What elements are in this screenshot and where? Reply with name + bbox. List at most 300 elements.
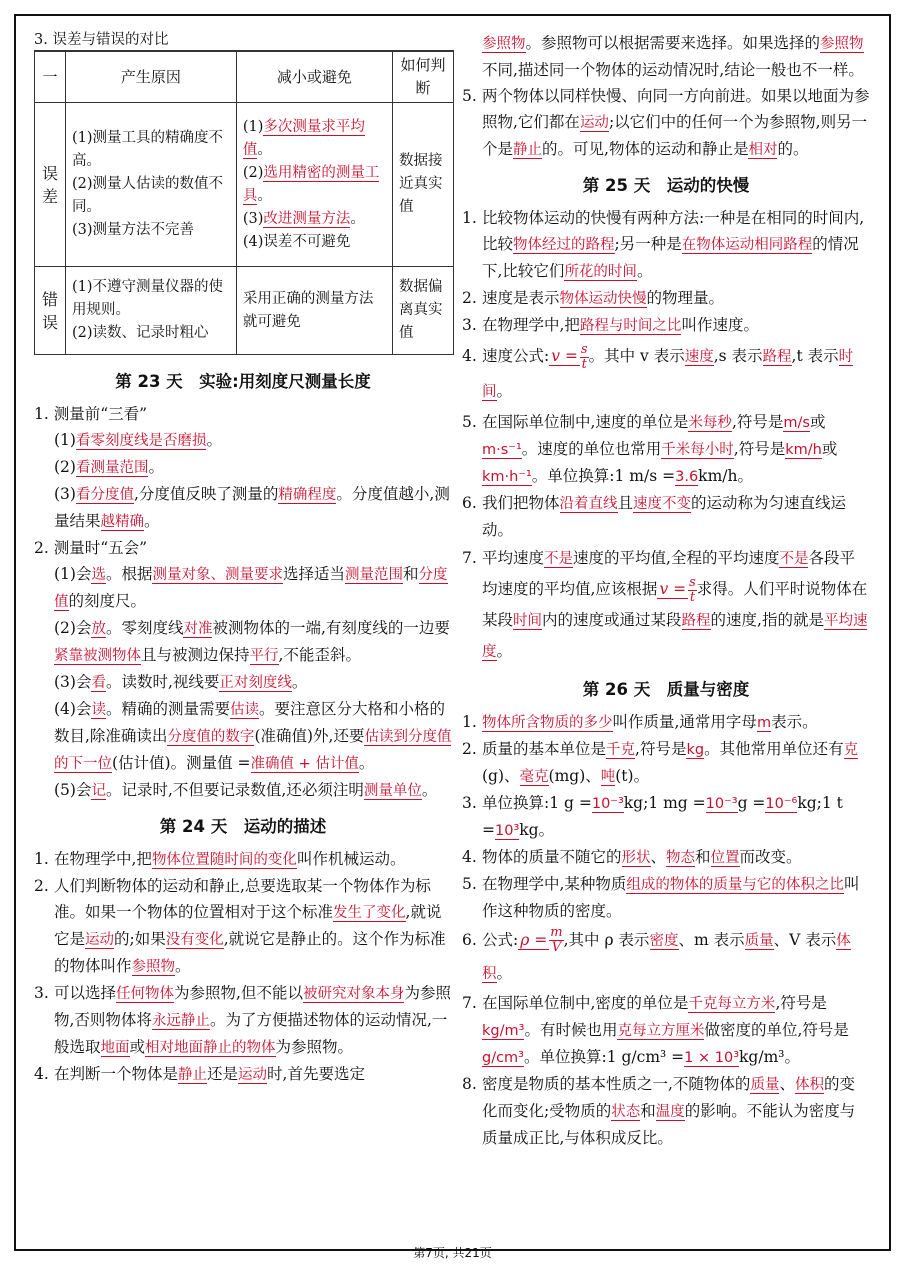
answer: g/cm³	[482, 1049, 524, 1066]
text: ,t 表示	[791, 347, 839, 365]
answer: 准确值 + 估计值	[250, 756, 359, 772]
text: 或	[821, 440, 838, 458]
text: 质量的基本单位是	[482, 739, 607, 758]
answer: 体积	[482, 932, 851, 982]
answer: 时间	[513, 612, 543, 629]
item-number: 2.	[462, 289, 477, 307]
text: 在物理学中,把	[54, 850, 152, 868]
day26-item-4	[462, 844, 870, 871]
text: 速度是表示	[482, 289, 560, 307]
answer: 体积	[794, 1076, 824, 1093]
text: ,符号是	[635, 739, 687, 758]
item-number: 1.	[34, 850, 49, 868]
answer: 分度值	[54, 567, 448, 610]
day24-item-4-start	[34, 1061, 452, 1088]
day24-item-5	[462, 83, 870, 163]
answer: 路程	[681, 612, 711, 629]
text: 在国际单位制中,速度的单位是	[482, 413, 689, 431]
text: ,符号是	[731, 413, 784, 431]
answer: 所花的时间	[564, 264, 637, 280]
answer: 质量	[744, 932, 774, 949]
answer: 千克每立方米	[688, 995, 776, 1012]
day24-item-4-cont	[462, 30, 870, 83]
text: 密度是物质的基本性质之一,不随物体的	[482, 1074, 751, 1093]
text: 、	[779, 1074, 795, 1093]
answer: 运动	[579, 115, 609, 131]
text: 我们把物体	[482, 494, 560, 512]
text: ,分度值反映了测量的	[133, 485, 279, 503]
text: 。读数时,视线要	[105, 673, 220, 691]
day24-item-1	[34, 846, 452, 873]
mistake-causes	[66, 267, 237, 355]
answer: 对准	[183, 621, 213, 637]
answer: m·s⁻¹	[482, 442, 522, 458]
day23-s1-label: 1. 测量前“三看”	[34, 405, 148, 423]
text: 的影响。不能认为密度与质量成正比,与体积成反比。	[482, 1101, 856, 1147]
text: 叫作机械运动。	[296, 850, 406, 868]
text: 或	[809, 413, 826, 431]
item-number: 3.	[462, 316, 477, 334]
answer: 物体运动快慢	[559, 291, 647, 307]
text: ;以它们中的任何一个为参照物,则另一个是	[482, 113, 868, 158]
row-label-error: 误差	[35, 103, 66, 267]
answer: 放	[91, 621, 106, 637]
text: 在物理学中,某种物质	[482, 874, 627, 893]
day25-item-4	[462, 339, 870, 409]
day25-item-5	[462, 409, 870, 490]
answer: 物态	[666, 849, 696, 866]
text: 公式:	[482, 930, 519, 949]
day23-s1-a	[34, 427, 452, 454]
answer: 平行	[249, 648, 279, 664]
text: 、	[650, 847, 667, 866]
row-label-mistake: 错误	[35, 267, 66, 355]
text: 。为了方便描述物体的运动情况,一般选取	[54, 1011, 448, 1056]
answer: 静止	[178, 1067, 208, 1083]
item-number: 5.	[462, 413, 477, 431]
answer: 形状	[621, 849, 651, 866]
text: 两个物体以同样快慢、向同一方向前进。如果以地面为参照物,它们都在	[482, 87, 870, 131]
speed-fraction	[580, 343, 589, 372]
page-footer: 第7页, 共21页	[413, 1246, 492, 1260]
text: 的速度,指的就是	[710, 610, 824, 629]
text: 和	[403, 565, 419, 583]
text: 。单位换算:1 g/cm³ =	[524, 1047, 685, 1066]
text: 速度的平均值,全程的平均速度	[573, 549, 780, 567]
answer: 物体经过的路程	[513, 237, 615, 253]
formula-lhs: v =	[551, 347, 578, 365]
text: kg;1 mg =	[623, 793, 706, 812]
text: kg。	[519, 820, 555, 839]
answer: 任何物体	[116, 986, 175, 1002]
table-caption: 3. 误差与错误的对比	[34, 32, 169, 48]
error-reduce-3	[243, 208, 386, 231]
text: 做密度的单位,符号是	[704, 1020, 849, 1039]
answer: 运动	[238, 1067, 268, 1083]
answer: 参照物	[820, 36, 864, 52]
answer: 被研究对象本身	[302, 986, 405, 1002]
item-number: 4.	[34, 1065, 49, 1083]
answer: 10⁻³	[705, 795, 738, 812]
text: 平均速度	[482, 549, 545, 567]
text: 。	[496, 963, 513, 982]
text: 表示。	[771, 712, 818, 731]
text: 物体的质量不随它的	[482, 847, 622, 866]
day23-s2-e	[34, 777, 452, 804]
error-cause-2: (2)测量人估读的数值不同。	[72, 176, 224, 215]
right-column	[462, 30, 870, 1151]
text: 。有时候也用	[524, 1020, 618, 1039]
mistake-reduce: 采用正确的测量方法就可避免	[236, 267, 392, 355]
numerator: m	[550, 925, 563, 940]
day23-s2-c	[34, 669, 452, 696]
answer: 克	[843, 741, 859, 758]
error-reduce-2	[243, 162, 386, 208]
answer: 10³	[495, 822, 520, 839]
day26-item-6	[462, 924, 870, 990]
text: 。	[257, 141, 272, 158]
denominator: t	[689, 589, 696, 605]
day25-item-1	[462, 205, 870, 285]
text: (1)	[242, 118, 264, 135]
text: ,其中 ρ 表示	[563, 930, 650, 949]
text: 。	[636, 262, 653, 280]
item-number: 2.	[462, 739, 477, 758]
text: 的变化而变化;受物质的	[482, 1074, 855, 1120]
text: 比较物体运动的快慢有两种方法:一种是在相同的时间内,比较	[482, 209, 865, 253]
answer: 估读到分度值的下一位	[54, 729, 452, 772]
text: (3)	[242, 210, 264, 227]
text: ,符号是	[733, 440, 786, 458]
formula-lhs: v =	[659, 580, 687, 598]
error-comparison-table	[34, 50, 454, 355]
answer: 千米每小时	[661, 442, 734, 458]
answer: 看零刻度线是否磨损	[75, 433, 207, 449]
text: 被测物体的一端,有刻度线的一边要	[212, 619, 450, 637]
answer: 千克	[606, 741, 636, 758]
answer: 多次测量求平均值	[242, 118, 365, 158]
text: 而改变。	[739, 847, 802, 866]
text: 。分度值越小,测量结果	[54, 485, 450, 530]
answer: 平均速度	[482, 612, 868, 660]
text: 。	[206, 431, 222, 449]
density-fraction	[549, 926, 563, 955]
text: 。	[257, 187, 272, 204]
item-number: 1.	[462, 209, 477, 227]
day25-item-3	[462, 312, 870, 339]
error-cause-1: (1)测量工具的精确度不高。	[72, 130, 224, 169]
day23-s1-b	[34, 454, 452, 481]
error-causes	[66, 103, 237, 267]
day24-title: 第 24 天 运动的描述	[159, 817, 327, 836]
answer: 密度	[649, 932, 679, 949]
table-header-corner: 一	[35, 51, 66, 103]
mistake-cause-2: (2)读数、记录时粗心	[72, 325, 209, 341]
text: 。参照物可以根据需要来选择。如果选择的	[525, 34, 821, 52]
answer: 相对地面静止的物体	[145, 1040, 276, 1056]
text: 。其他常用单位还有	[704, 739, 844, 758]
day25-title: 第 25 天 运动的快慢	[582, 176, 750, 195]
text: 且	[617, 494, 634, 512]
text: km/h。	[698, 467, 753, 485]
answer: 选	[91, 567, 106, 583]
text: 。	[175, 957, 191, 975]
denominator: t	[581, 356, 587, 372]
mistake-judge: 数据偏离真实值	[393, 267, 454, 355]
answer: 时间	[482, 349, 854, 400]
item-number: 5.	[462, 87, 477, 105]
answer: 运动	[85, 932, 115, 948]
text: 。单位换算:1 m/s =	[531, 467, 676, 485]
text: (准确值)外,还要	[254, 727, 365, 745]
text: 不同,描述同一个物体的运动情况时,结论一般也不一样。	[482, 61, 864, 79]
text: 。	[144, 512, 160, 530]
text: (5)会	[54, 781, 92, 799]
answer: 沿着直线	[559, 496, 618, 512]
text: 叫作这种物质的密度。	[482, 874, 860, 920]
text: (2)	[242, 164, 264, 181]
answer: 10⁻⁶	[765, 795, 798, 812]
text: 人们判断物体的运动和静止,总要选取某一个物体作为标准。如果一个物体的位置相对于这个标准	[54, 877, 431, 921]
answer: 改进测量方法	[263, 210, 351, 227]
text: 单位换算:1 g =	[482, 793, 592, 812]
text: 。零刻度线	[105, 619, 184, 637]
text: (mg)、	[548, 766, 601, 785]
text: 。精确的测量需要	[105, 700, 230, 718]
text: 的;如果	[114, 930, 166, 948]
day26-item-7	[462, 990, 870, 1071]
error-reduce	[236, 103, 392, 267]
text: 为参照物。	[275, 1038, 354, 1056]
text: (g)、	[482, 766, 520, 785]
text: 且与被测边保持	[141, 646, 250, 664]
answer: 物体所含物质的多少	[482, 714, 613, 731]
answer: 温度	[655, 1103, 685, 1120]
text: g =	[737, 793, 766, 812]
text: (4)会	[54, 700, 92, 718]
text: (2)会	[54, 619, 92, 637]
text: 为参照物,但不能以	[174, 984, 303, 1002]
text: 。速度的单位也常用	[521, 440, 662, 458]
mistake-cause-1: (1)不遵守测量仪器的使用规则。	[72, 279, 224, 318]
answer: 永远静止	[151, 1013, 210, 1029]
answer: 测量对象、测量要求	[152, 567, 283, 583]
text: 。	[350, 210, 365, 227]
answer: 吨	[600, 768, 616, 785]
text: 时,首先要选定	[267, 1065, 365, 1083]
answer: 没有变化	[165, 932, 224, 948]
text: 。	[291, 673, 308, 691]
day23-s1-c	[34, 481, 452, 535]
answer: m/s	[783, 415, 810, 431]
speed-fraction	[688, 576, 697, 605]
left-column	[34, 30, 452, 1088]
text: 在物理学中,把	[482, 316, 580, 334]
answer: 质量	[750, 1076, 780, 1093]
answer: 静止	[513, 142, 543, 158]
item-number: 3.	[34, 984, 49, 1002]
answer: 不是	[779, 551, 809, 567]
table-header-cause: 产生原因	[66, 51, 237, 103]
answer: 分度值的数字	[167, 729, 255, 745]
denominator: V	[551, 940, 562, 955]
item-number: 6.	[462, 930, 477, 949]
day26-item-3	[462, 790, 870, 844]
answer: m	[756, 714, 772, 731]
day26-item-1	[462, 709, 870, 736]
text: 的运动称为匀速直线运动。	[482, 494, 847, 539]
answer: 读	[91, 702, 106, 718]
text: 。	[358, 754, 375, 772]
answer: 速度	[684, 349, 714, 365]
answer: 克每立方厘米	[617, 1022, 705, 1039]
answer: 发生了变化	[333, 905, 406, 921]
text: 。根据	[105, 565, 153, 583]
text: (1)	[54, 431, 76, 449]
answer: 组成的物体的质量与它的体积之比	[626, 876, 844, 893]
answer: 紧靠被测物体	[54, 648, 141, 664]
answer: km/h	[785, 442, 822, 458]
text: 。	[148, 458, 164, 476]
text: 、V 表示	[773, 930, 837, 949]
answer: 路程	[762, 349, 792, 365]
answer: 参照物	[482, 36, 526, 52]
answer: 1 × 10³	[684, 1049, 740, 1066]
text: 、m 表示	[678, 930, 745, 949]
text: (1)会	[54, 565, 92, 583]
item-number: 6.	[462, 494, 477, 512]
answer: 物体位置随时间的变化	[151, 852, 297, 868]
answer: 地面	[100, 1040, 130, 1056]
text: 的。可见,物体的运动和静止是	[542, 140, 749, 158]
text: 为参照物,否则物体将	[54, 984, 451, 1029]
text: 。要注意区分大格和小格的数目,除准确读出	[54, 700, 445, 745]
answer: 路程与时间之比	[579, 318, 682, 334]
text: 在判断一个物体是	[54, 1065, 179, 1083]
text: 叫作速度。	[681, 316, 759, 334]
day24-item-3	[34, 980, 452, 1061]
day23-s2-d	[34, 696, 452, 777]
text: 求得。人们平时说物体在某段	[482, 580, 868, 629]
day25-item-2	[462, 285, 870, 312]
text: ,就说它是	[54, 903, 442, 948]
text: 。	[496, 382, 513, 400]
answer: 选用精密的测量工具	[242, 164, 380, 204]
day26-item-8	[462, 1071, 870, 1151]
text: kg;1 t =	[482, 793, 843, 839]
day26-title: 第 26 天 质量与密度	[582, 679, 750, 699]
error-judge: 数据接近真实值	[393, 103, 454, 267]
text: (3)	[54, 485, 76, 503]
table-header-reduce: 减小或避免	[236, 51, 392, 103]
numerator: s	[689, 574, 696, 590]
day23-s2-label: 2. 测量时“五会”	[34, 539, 148, 557]
text: ,s 表示	[713, 347, 763, 365]
item-number: 3.	[462, 793, 477, 812]
table-header-judge: 如何判断	[393, 51, 454, 103]
day23-s2-b	[34, 615, 452, 669]
text: ,不能歪斜。	[278, 646, 361, 664]
answer: 状态	[611, 1103, 641, 1120]
answer: kg	[686, 741, 705, 758]
day26-item-2	[462, 736, 870, 790]
item-number: 2.	[34, 877, 49, 895]
text: 的情况下,比较它们	[482, 235, 859, 280]
text: 速度公式:	[482, 347, 550, 365]
text: 。记录时,不但要记录数值,还必须注明	[105, 781, 364, 799]
answer: 估读	[229, 702, 259, 718]
formula-lhs: ρ =	[520, 930, 548, 949]
day23-s2-a	[34, 561, 452, 615]
item-number: 7.	[462, 549, 477, 567]
text: ,就说它是静止的。这个作为标准的物体叫作	[54, 930, 446, 975]
answer: 在物体运动相同路程	[681, 237, 813, 253]
text: 的物理量。	[646, 289, 725, 307]
item-number: 4.	[462, 347, 477, 365]
item-number: 7.	[462, 993, 477, 1012]
text: 或	[129, 1038, 146, 1056]
text: ,符号是	[775, 993, 827, 1012]
answer: 参照物	[131, 959, 176, 975]
day25-item-6	[462, 490, 870, 543]
text: 。其中 v 表示	[588, 347, 685, 365]
answer: 米每秒	[688, 415, 732, 431]
answer: 速度不变	[633, 496, 692, 512]
text: 的刻度尺。	[68, 592, 147, 610]
answer: 位置	[710, 849, 740, 866]
answer: 越精确	[100, 514, 145, 530]
text: 还是	[207, 1065, 239, 1083]
text: (估计值)。测量值 =	[112, 754, 251, 772]
text: ;另一种是	[614, 235, 682, 253]
answer: 正对刻度线	[219, 675, 292, 691]
day26-item-5	[462, 871, 870, 924]
text: 和	[640, 1101, 656, 1120]
error-reduce-4: (4)误差不可避免	[242, 233, 351, 250]
answer: 看测量范围	[75, 460, 149, 476]
day23-title: 第 23 天 实验:用刻度尺测量长度	[115, 372, 371, 391]
text: 可以选择	[54, 984, 117, 1002]
answer: km·h⁻¹	[482, 469, 532, 485]
text: 叫作质量,通常用字母	[612, 712, 757, 731]
text: 的。	[777, 140, 809, 158]
answer: kg/m³	[482, 1022, 525, 1039]
text: 。	[421, 781, 438, 799]
text: (3)会	[54, 673, 92, 691]
text: 选择适当	[282, 565, 345, 583]
text: (t)。	[615, 766, 650, 785]
answer: 精确程度	[278, 487, 337, 503]
day24-item-2	[34, 873, 452, 980]
answer: 看	[91, 675, 106, 691]
item-number: 4.	[462, 847, 477, 866]
text: 和	[695, 847, 711, 866]
answer: 记	[91, 783, 106, 799]
text: 。	[496, 641, 513, 660]
answer: 测量范围	[345, 567, 403, 583]
answer: 看分度值	[75, 487, 134, 503]
text: 在国际单位制中,密度的单位是	[482, 993, 689, 1012]
error-reduce-1	[243, 116, 386, 162]
answer: 相对	[748, 142, 778, 158]
day25-item-7	[462, 543, 870, 667]
item-number: 5.	[462, 874, 477, 893]
answer: 3.6	[675, 469, 699, 485]
text: (2)	[54, 458, 76, 476]
text: 内的速度或通过某段	[542, 610, 682, 629]
answer: 不是	[544, 551, 574, 567]
text: 各段平均速度的平均值,应该根据	[482, 549, 855, 598]
